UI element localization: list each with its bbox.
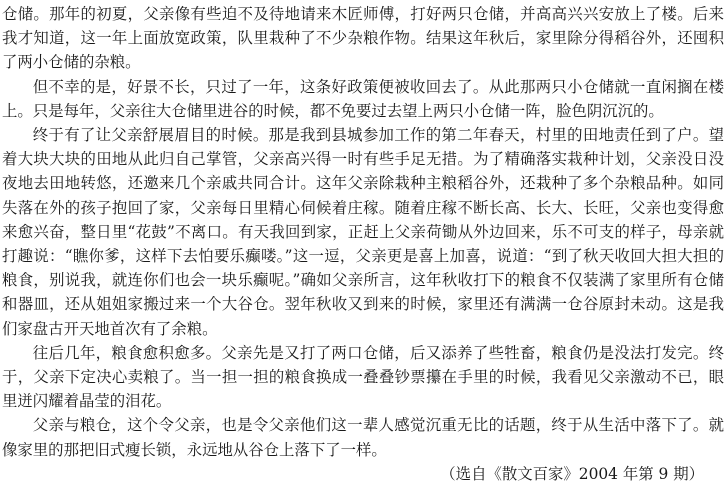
article-paragraph-3: 终于有了让父亲舒展眉目的时候。那是我到县城参加工作的第二年春天，村里的田地责任到了户。望着大块大块的田地从此归自己掌管，父亲高兴得一时有些手足无措。为了精确落实栽种计划，父亲没日没夜地去田地转悠，还邀来几个亲戚共同合计。这年父亲除栽种主粮稻谷外，还栽种了多个杂粮品种。如同失落在外的孩子抱回了家，父亲每日里精心伺候着庄稼。随着庄稼不断长高、长大、长旺，父亲也变得愈来愈兴奋，整日里“花鼓”不离口。有天我回到家，正赶上父亲荷锄从外边回来，乐不可支的样子，母亲就打趣说：“瞧你爹，这样下去怕要乐癫喽。”这一逗，父亲更是喜上加喜，说道：“到了秋天收回大担大担的粮食，别说我，就连你们也会一块乐癫呢。”确如父亲所言，这年秋收打下的粮食不仅装满了家里所有仓储和器皿，还从姐姐家搬过来一个大谷仓。翌年秋收又到来的时候，家里还有满满一仓谷原封未动。这是我们家盘古开天地首次有了余粮。 [2,126,724,338]
article-page [2,2,724,486]
article-paragraph-1: 仓储。那年的初夏，父亲像有些迫不及待地请来木匠师傅，打好两只仓储，并高高兴兴安放上了楼。后来我才知道，这一年上面放宽政策，队里栽种了不少杂粮作物。结果这年秋后，家里除分得稻谷外，还囤积了两小仓储的杂粮。 [2,5,724,72]
article-paragraph-5: 父亲与粮仓，这个令父亲，也是令父亲他们这一辈人感觉沉重无比的话题，终于从生活中落下了。就像家里的那把旧式瘦长锁，永远地从谷仓上落下了一样。 [2,416,724,459]
article-paragraph-4: 往后几年，粮食愈积愈多。父亲先是又打了两口仓储，后又添养了些牲畜，粮食仍是没法打发完。终于，父亲下定决心卖粮了。当一担一担的粮食换成一叠叠钞票攥在手里的时候，我看见父亲激动不已，眼里迸闪耀着晶莹的泪花。 [2,343,724,411]
article-paragraph-2: 但不幸的是，好景不长，只过了一年，这条好政策便被收回去了。从此那两只小仓储就一直闲搁在楼上。只是每年，父亲往大仓储里进谷的时候，都不免要过去望上两只小仓储一阵，脸色阴沉沉的。 [2,77,724,120]
article-source-citation: （选自《散文百家》2004 年第 9 期） [440,464,704,483]
